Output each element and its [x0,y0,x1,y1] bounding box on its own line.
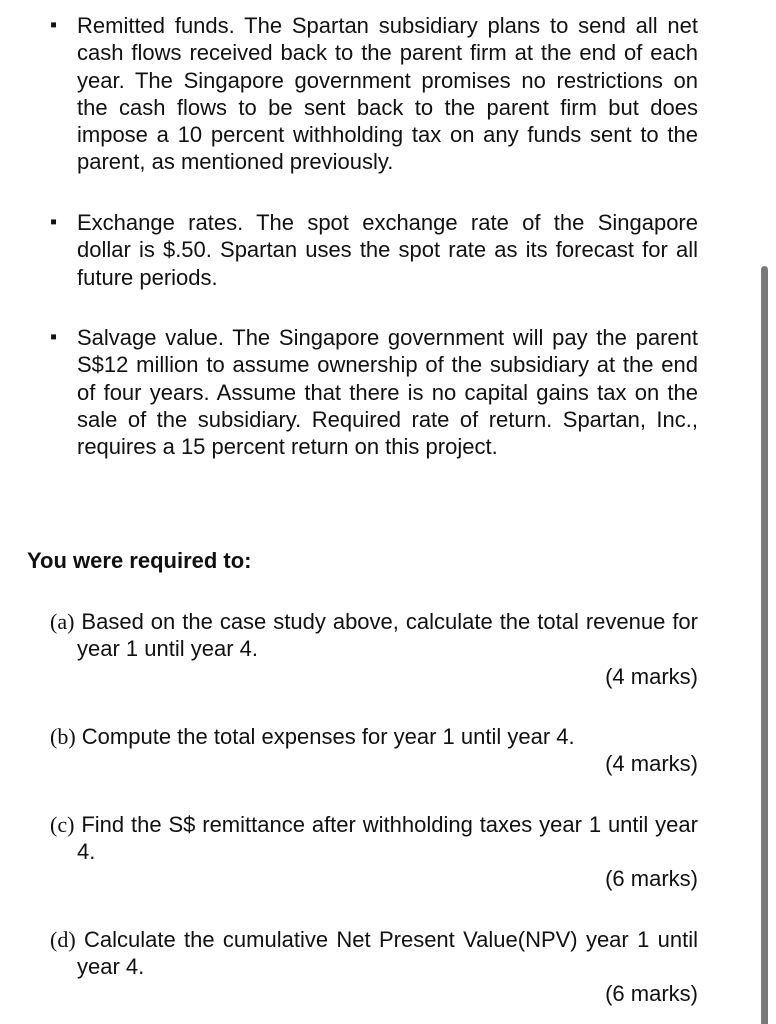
question-text: Calculate the cumulative Net Present Value(NPV) year 1 until year 4. [77,927,698,980]
bullet-marker: ▪ [50,211,58,233]
section-heading: You were required to: [27,548,252,573]
marks-a: (4 marks) [605,664,698,689]
question-text-block [50,723,698,750]
question-letter: (c) [50,812,75,837]
question-text-block [50,811,698,866]
bullet-marker: ▪ [50,326,58,348]
marks-d: (6 marks) [605,981,698,1006]
vertical-scrollbar[interactable] [761,266,768,1024]
bullet-text: Exchange rates. The spot exchange rate of the Singapore dollar is $.50. Spartan uses the spot rate as its forecast for all future periods. [77,210,698,290]
bullet-remitted-funds [50,12,698,176]
bullet-marker: ▪ [50,14,58,36]
question-letter: (a) [50,609,75,634]
question-d [50,926,698,981]
bullet-text: Remitted funds. The Spartan subsidiary plans to send all net cash flows received back to the parent firm at the end of each year. The Singapore government promises no restrictions on the cash flows to be sent back to the parent firm but does impose a 10 percent withholding tax on any funds sent to the parent, as mentioned previously. [77,13,698,175]
marks-b: (4 marks) [605,751,698,776]
question-text: Compute the total expenses for year 1 until year 4. [81,724,575,749]
question-letter: (d) [50,927,76,952]
question-text-block [50,926,698,981]
question-b [50,723,698,750]
question-text-block [50,608,698,663]
question-text: Based on the case study above, calculate the total revenue for year 1 until year 4. [77,609,698,662]
question-c [50,811,698,866]
question-a [50,608,698,663]
question-letter: (b) [50,724,76,749]
bullet-salvage-value [50,324,698,460]
question-text: Find the S$ remittance after withholding taxes year 1 until year 4. [77,812,698,865]
marks-c: (6 marks) [605,866,698,891]
bullet-text: Salvage value. The Singapore government will pay the parent S$12 million to assume ownership of the subsidiary at the end of four years. Assume that there is no capital gains tax on the sale of the subsidiary. Required rate of return. Spartan, Inc., requires a 15 percent return on this project. [77,325,698,460]
bullet-exchange-rates [50,209,698,291]
